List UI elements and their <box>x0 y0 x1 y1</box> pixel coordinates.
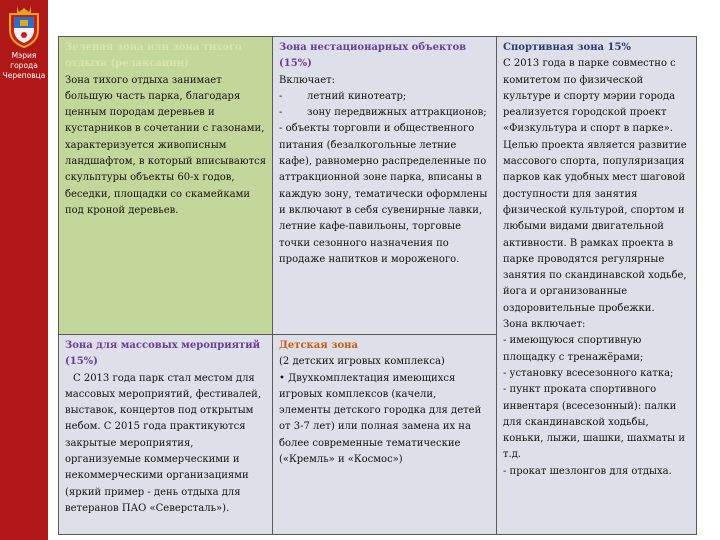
list-item: - объекты торговли и общественного питания (безалкогольные летние кафе), равномерно распределенные по аттракционной зоне парка, вписаны в каждую зону, тематически оформлены и включают в себя сувенирные лавки, летние кафе-павильоны, торговые точки сезонного назначения по продаже напитков и мороженого. <box>279 123 488 265</box>
sport-zone-includes-label: Зона включает: <box>503 319 586 331</box>
list-item: - зону передвижных аттракционов; <box>279 107 487 119</box>
sport-zone-text: С 2013 года в парке совместно с комитетом по физической культуре и спорту мэрии города реализуется городской проект «Физкультура и спорт в парке». Целью проекта является развитие массового спорта, популяризация парков как удобных мест шаговой доступности для занятия физической культурой, спортом и любыми видами двигательной активности. В рамках проекта в парке проводятся регулярные занятия по скандинавской ходьбе, йога и организованные оздоровительные пробежки. <box>503 58 687 314</box>
nonstationary-zone-cell <box>273 37 497 335</box>
children-zone-heading: Детская зона <box>279 340 358 351</box>
organization-name: Мэрия города Череповца <box>2 51 46 80</box>
events-zone-cell <box>59 335 273 535</box>
brand-sidebar <box>0 0 48 540</box>
children-zone-subheading: (2 детских игровых комплекса) <box>279 356 445 368</box>
sport-zone-heading: Спортивная зона 15% <box>503 42 631 53</box>
children-zone-cell <box>273 335 497 535</box>
list-item: - имеющуюся спортивную площадку с тренажёрами; <box>503 335 644 363</box>
green-zone-cell <box>59 37 273 335</box>
events-zone-heading: Зона для массовых мероприятий (15%) <box>65 340 261 368</box>
nonstationary-zone-heading: Зона нестационарных объектов (15%) <box>279 42 467 70</box>
list-item: - прокат шезлонгов для отдыха. <box>503 465 672 477</box>
city-coat-of-arms-icon <box>6 4 42 48</box>
park-zones-table <box>58 36 697 535</box>
children-zone-text: • Двухкомплектация имеющихся игровых комплексов (качели, элементы детского городка для детей от 3-7 лет) или полная замена их на более современные тематические («Кремль» и «Космос») <box>279 372 482 466</box>
list-item: - летний кинотеатр; <box>279 90 407 102</box>
green-zone-text: Зона тихого отдыха занимает большую часть парка, благодаря ценным породам деревьев и кустарников в сочетании с газонами, характеризуется живописным ландшафтом, в который вписываются скульптуры объекты 60-х годов, беседки, площадки со скамейками под кроной деревьев. <box>65 74 267 216</box>
events-zone-text: С 2013 года парк стал местом для массовых мероприятий, фестивалей, выставок, концертов под открытым небом. С 2015 года практикуются закрытые мероприятия, организуемые коммерческими и некоммерческими организациями (яркий пример - день отдыха для ветеранов ПАО «Северсталь»). <box>65 372 261 514</box>
green-zone-heading: Зеленая зона или зона тихого отдыха (релаксации) <box>65 42 242 70</box>
nonstationary-zone-intro: Включает: <box>279 74 336 86</box>
list-item: - пункт проката спортивного инвентаря (всесезонный): палки для скандинавской ходьбы, коньки, лыжи, шашки, шахматы и т.д. <box>503 384 685 461</box>
sport-zone-cell <box>497 37 697 535</box>
list-item: - установку всесезонного катка; <box>503 367 674 379</box>
